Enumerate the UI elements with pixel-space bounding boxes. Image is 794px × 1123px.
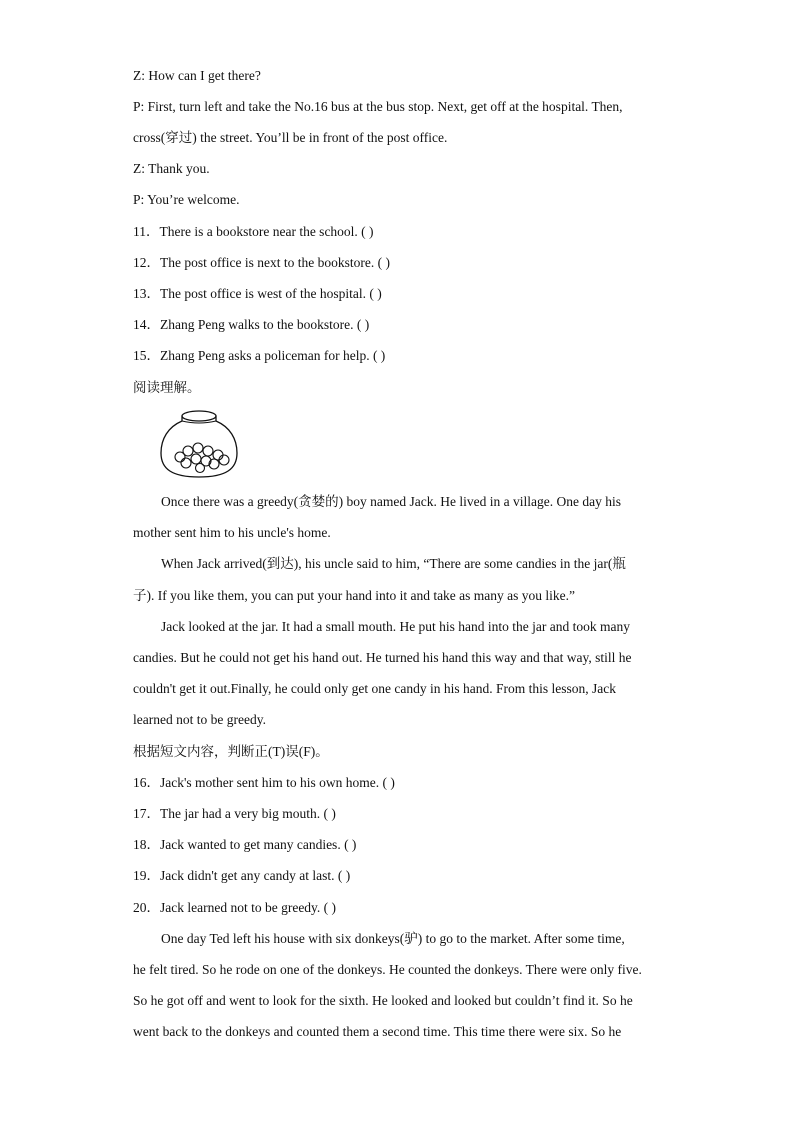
passage-line: Once there was a greedy(贪婪的) boy named Jack. He lived in a village. One day his xyxy=(161,494,621,509)
dialogue-line: Z: Thank you. xyxy=(133,161,210,176)
passage-line: When Jack arrived(到达), his uncle said to him, “There are some candies in the jar(瓶 xyxy=(161,556,626,571)
question-item: 14．Zhang Peng walks to the bookstore. ( ) xyxy=(133,317,370,332)
passage-line: learned not to be greedy. xyxy=(133,712,266,727)
dialogue-line: P: You’re welcome. xyxy=(133,192,240,207)
question-item: 19．Jack didn't get any candy at last. ( ) xyxy=(133,868,351,883)
candy-jar-icon xyxy=(158,409,244,481)
passage-line: went back to the donkeys and counted them a second time. This time there were six. So he xyxy=(133,1024,622,1039)
passage-line: One day Ted left his house with six donkeys(驴) to go to the market. After some time, xyxy=(161,931,625,946)
dialogue-line: Z: How can I get there? xyxy=(133,68,261,83)
passage-line: mother sent him to his uncle's home. xyxy=(133,525,331,540)
passage-line: candies. But he could not get his hand out. He turned his hand this way and that way, still he xyxy=(133,650,632,665)
question-item: 11．There is a bookstore near the school. ( ) xyxy=(133,224,374,239)
question-item: 20．Jack learned not to be greedy. ( ) xyxy=(133,900,337,915)
dialogue-line: P: First, turn left and take the No.16 bus at the bus stop. Next, get off at the hospital. Then, xyxy=(133,99,623,114)
question-item: 16．Jack's mother sent him to his own home. ( ) xyxy=(133,775,395,790)
passage-line: couldn't get it out.Finally, he could only get one candy in his hand. From this lesson, Jack xyxy=(133,681,616,696)
question-item: 17．The jar had a very big mouth. ( ) xyxy=(133,806,336,821)
passage-line: Jack looked at the jar. It had a small mouth. He put his hand into the jar and took many xyxy=(161,619,631,634)
dialogue-line: cross(穿过) the street. You’ll be in front of the post office. xyxy=(133,130,448,145)
passage-line: So he got off and went to look for the sixth. He looked and looked but couldn’t find it. So he xyxy=(133,993,633,1008)
section-heading: 阅读理解。 xyxy=(133,380,201,395)
question-item: 13．The post office is west of the hospital. ( ) xyxy=(133,286,382,301)
passage-line: 子). If you like them, you can put your hand into it and take as many as you like.” xyxy=(133,588,576,603)
question-item: 12．The post office is next to the bookstore. ( ) xyxy=(133,255,390,270)
instruction: 根据短文内容，判断正(T)误(F)。 xyxy=(133,744,329,759)
passage-line: he felt tired. So he rode on one of the donkeys. He counted the donkeys. There were only five. xyxy=(133,962,642,977)
question-item: 15．Zhang Peng asks a policeman for help. ( ) xyxy=(133,348,386,363)
question-item: 18．Jack wanted to get many candies. ( ) xyxy=(133,837,357,852)
